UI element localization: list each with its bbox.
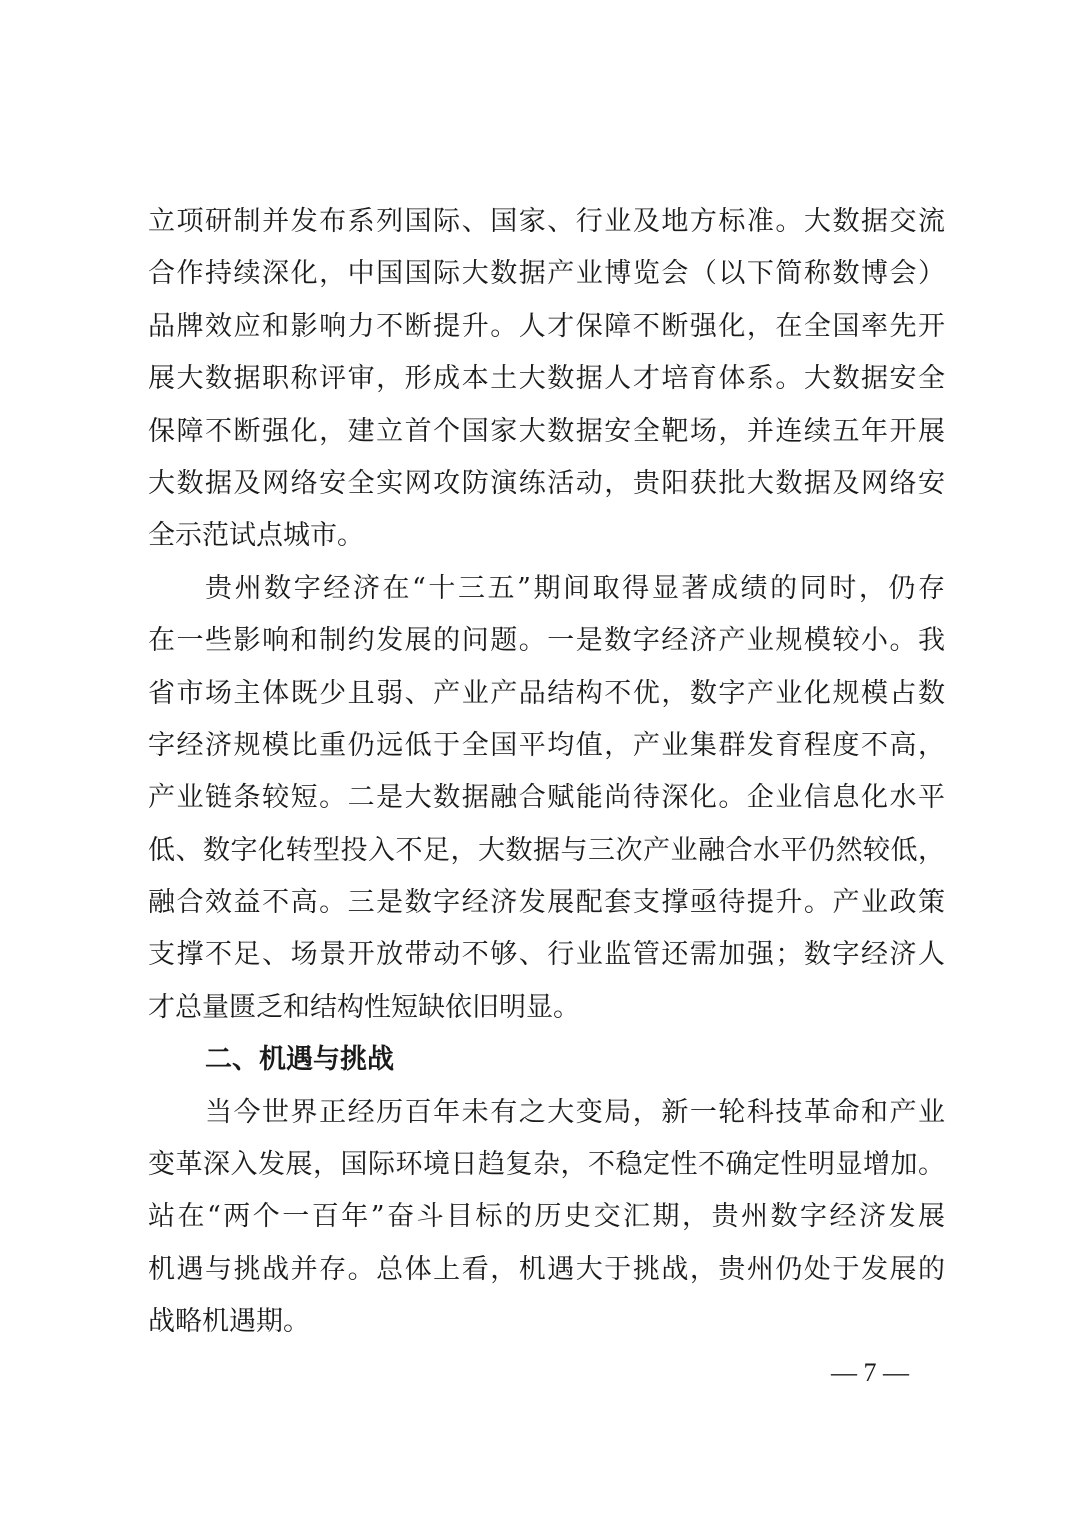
text-line: 融合效益不高。三是数字经济发展配套支撑亟待提升。产业政策 (148, 887, 945, 919)
text-line: 字经济规模比重仍远低于全国平均值，产业集群发育程度不高， (148, 729, 945, 761)
text-line: 贵州数字经济在“十三五”期间取得显著成绩的同时，仍存 (205, 572, 945, 604)
section-heading (148, 1034, 945, 1086)
text-line: 战略机遇期。 (148, 1306, 310, 1338)
text-line: 支撑不足、场景开放带动不够、行业监管还需加强；数字经济人 (148, 939, 945, 971)
document-body (148, 196, 945, 1349)
text-line: 合作持续深化，中国国际大数据产业博览会（以下简称数博会） (148, 258, 945, 290)
text-line: 站在“两个一百年”奋斗目标的历史交汇期，贵州数字经济发展 (148, 1201, 945, 1233)
text-line: 展大数据职称评审，形成本土大数据人才培育体系。大数据安全 (148, 363, 945, 395)
paragraph (148, 1087, 945, 1349)
text-line: 当今世界正经历百年未有之大变局，新一轮科技革命和产业 (205, 1096, 945, 1128)
text-line: 低、数字化转型投入不足，大数据与三次产业融合水平仍然较低， (148, 834, 945, 866)
text-line: 保障不断强化，建立首个国家大数据安全靶场，并连续五年开展 (148, 415, 945, 447)
page-number: — 7 — (831, 1358, 909, 1387)
text-line: 立项研制并发布系列国际、国家、行业及地方标准。大数据交流 (148, 206, 945, 237)
text-line: 才总量匮乏和结构性短缺依旧明显。 (148, 991, 580, 1023)
text-line: 产业链条较短。二是大数据融合赋能尚待深化。企业信息化水平 (148, 782, 945, 814)
text-line: 省市场主体既少且弱、产业产品结构不优，数字产业化规模占数 (148, 677, 945, 709)
text-line: 大数据及网络安全实网攻防演练活动，贵阳获批大数据及网络安 (148, 467, 945, 499)
text-line: 机遇与挑战并存。总体上看，机遇大于挑战，贵州仍处于发展的 (148, 1253, 945, 1285)
text-line: 全示范试点城市。 (148, 520, 364, 552)
text-line: 变革深入发展，国际环境日趋复杂，不稳定性不确定性明显增加。 (148, 1149, 945, 1181)
text-line: 品牌效应和影响力不断提升。人才保障不断强化，在全国率先开 (148, 310, 945, 342)
paragraph (148, 196, 945, 563)
text-line: 在一些影响和制约发展的问题。一是数字经济产业规模较小。我 (148, 625, 945, 657)
heading-text: 二、机遇与挑战 (205, 1044, 394, 1076)
paragraph (148, 563, 945, 1035)
